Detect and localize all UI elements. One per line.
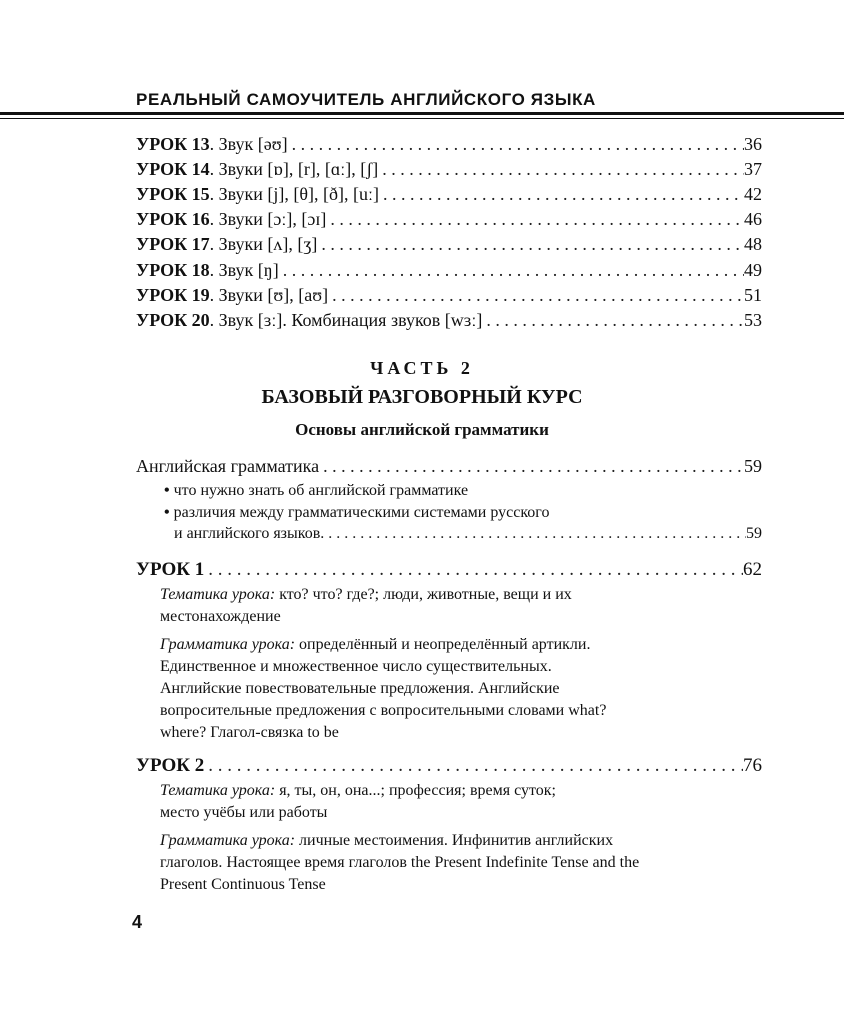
leader-dots	[324, 523, 746, 545]
page-ref: 42	[744, 184, 762, 204]
toc-entry-grammar[interactable]	[136, 454, 762, 478]
lesson-number: УРОК 20	[136, 310, 210, 330]
leader-dots	[204, 558, 743, 582]
grammar-line	[160, 830, 613, 852]
grammar-text: определённый и неопределённый артикли.	[295, 636, 591, 653]
bullet-continuation	[174, 523, 762, 545]
grammar-line: where? Глагол-связка to be	[160, 724, 339, 741]
page-ref: 59	[746, 525, 762, 542]
toc-entry[interactable]	[136, 308, 762, 332]
running-header: РЕАЛЬНЫЙ САМОУЧИТЕЛЬ АНГЛИЙСКОГО ЯЗЫКА	[136, 90, 596, 109]
leader-dots	[378, 157, 744, 181]
bullet-icon: •	[164, 504, 170, 521]
grammar-line: Единственное и множественное число существительных.	[160, 658, 552, 675]
page-ref: 36	[744, 134, 762, 154]
toc-entry-lesson[interactable]	[136, 754, 762, 778]
toc-entry[interactable]	[136, 258, 762, 282]
lesson-number: УРОК 13	[136, 134, 210, 154]
bullet-item	[164, 480, 468, 502]
lesson-number: УРОК 2	[136, 755, 205, 776]
page-ref: 59	[744, 456, 762, 476]
lesson-number: УРОК 15	[136, 184, 210, 204]
grammar-label: Грамматика урока:	[160, 636, 296, 653]
page-number: 4	[132, 912, 143, 932]
page-ref: 76	[743, 755, 762, 776]
lesson-number: УРОК 14	[136, 159, 210, 179]
lesson-title: . Звуки [ʊ], [aʊ]	[209, 285, 329, 305]
lesson-title: . Звуки [j], [θ], [ð], [uː]	[209, 184, 380, 204]
leader-dots	[328, 283, 744, 307]
topic-text: я, ты, он, она...; профессия; время суток;	[275, 782, 556, 799]
toc-entry[interactable]	[136, 232, 762, 256]
page-ref: 51	[744, 285, 762, 305]
header-rule-thin	[0, 118, 844, 119]
lesson-number: УРОК 1	[136, 559, 205, 580]
page-ref: 53	[744, 310, 762, 330]
lesson-title: . Звуки [ʌ], [ʒ]	[209, 234, 318, 254]
page-ref: 37	[744, 159, 762, 179]
lesson-number: УРОК 19	[136, 285, 210, 305]
topic-label: Тематика урока:	[160, 586, 276, 603]
leader-dots	[317, 232, 744, 256]
leader-dots	[288, 132, 744, 156]
grammar-line: Present Continuous Tense	[160, 876, 326, 893]
topic-label: Тематика урока:	[160, 782, 276, 799]
lesson-title: . Звуки [ɔː], [ɔɪ]	[209, 209, 327, 229]
grammar-label: Грамматика урока:	[160, 832, 296, 849]
leader-dots	[482, 308, 744, 332]
toc-entry[interactable]	[136, 207, 762, 231]
leader-dots	[379, 182, 744, 206]
leader-dots	[319, 454, 744, 478]
entry-title: Английская грамматика	[136, 456, 320, 476]
grammar-text: личные местоимения. Инфинитив английских	[295, 832, 614, 849]
bullet-icon: •	[164, 482, 170, 499]
page-ref: 62	[743, 559, 762, 580]
page-ref: 46	[744, 209, 762, 229]
toc-entry-lesson[interactable]	[136, 558, 762, 582]
grammar-line	[160, 634, 590, 656]
leader-dots	[279, 258, 744, 282]
topic-line	[160, 780, 556, 802]
topic-text: кто? что? где?; люди, животные, вещи и их	[275, 586, 572, 603]
bullet-text: различия между грамматическими системами русского	[173, 504, 550, 521]
toc-entry[interactable]	[136, 132, 762, 156]
leader-dots	[204, 754, 743, 778]
toc-entry[interactable]	[136, 182, 762, 206]
section-subtitle: Основы английской грамматики	[295, 420, 549, 439]
topic-line: местонахождение	[160, 608, 281, 625]
part-title: БАЗОВЫЙ РАЗГОВОРНЫЙ КУРС	[261, 386, 583, 408]
lesson-number: УРОК 18	[136, 260, 210, 280]
topic-line: место учёбы или работы	[160, 804, 328, 821]
page-ref: 48	[744, 234, 762, 254]
lesson-number: УРОК 16	[136, 209, 210, 229]
toc-entry[interactable]	[136, 157, 762, 181]
grammar-line: Английские повествовательные предложения. Английские	[160, 680, 560, 697]
grammar-line: глаголов. Настоящее время глаголов the Present Indefinite Tense and the	[160, 854, 640, 871]
lesson-title: . Звуки [ɒ], [r], [ɑː], [ʃ]	[209, 159, 379, 179]
bullet-text: что нужно знать об английской грамматике	[173, 482, 469, 499]
bullet-text: и английского языков.	[174, 525, 325, 542]
lesson-title: . Звук [ŋ]	[209, 260, 279, 280]
lesson-title: . Звук [ɜː]. Комбинация звуков [wɜː]	[209, 310, 483, 330]
part-label: ЧАСТЬ 2	[370, 358, 474, 378]
grammar-line: вопросительные предложения с вопросительными словами what?	[160, 702, 607, 719]
header-rule-thick	[0, 112, 844, 115]
lesson-number: УРОК 17	[136, 234, 210, 254]
toc-entry[interactable]	[136, 283, 762, 307]
topic-line	[160, 584, 572, 606]
lesson-title: . Звук [əʊ]	[209, 134, 288, 154]
page-ref: 49	[744, 260, 762, 280]
bullet-item	[164, 502, 549, 524]
leader-dots	[326, 207, 744, 231]
